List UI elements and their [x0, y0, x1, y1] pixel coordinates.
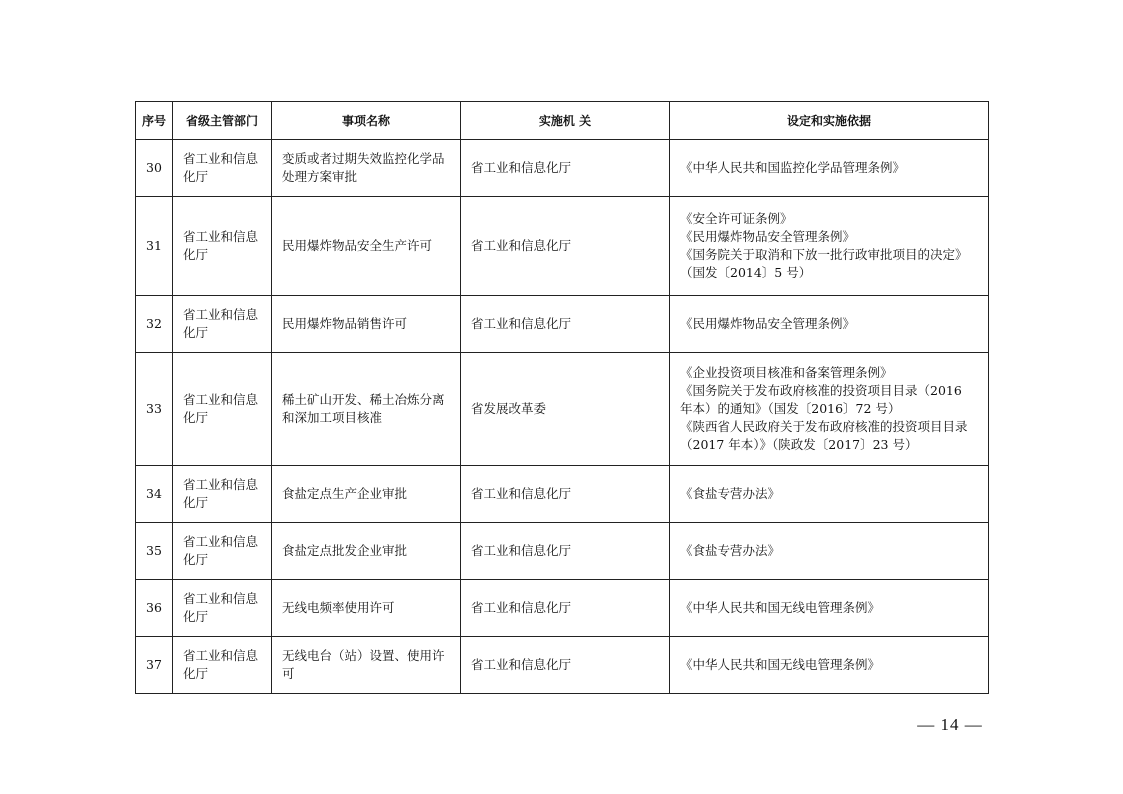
header-dept: 省级主管部门	[173, 102, 272, 140]
cell-basis	[670, 296, 989, 353]
cell-agency: 省工业和信息化厅	[461, 296, 670, 353]
table-row	[136, 523, 989, 580]
cell-dept: 省工业和信息化厅	[173, 637, 272, 694]
page-number: — 14 —	[917, 715, 983, 734]
header-seq: 序号	[136, 102, 173, 140]
cell-dept: 省工业和信息化厅	[173, 523, 272, 580]
header-item: 事项名称	[272, 102, 461, 140]
cell-item: 民用爆炸物品销售许可	[272, 296, 461, 353]
cell-basis	[670, 353, 989, 466]
cell-agency: 省发展改革委	[461, 353, 670, 466]
cell-item: 食盐定点生产企业审批	[272, 466, 461, 523]
table-row	[136, 580, 989, 637]
basis-line: 《中华人民共和国无线电管理条例》	[680, 657, 881, 672]
cell-seq: 36	[136, 580, 173, 637]
table-row	[136, 353, 989, 466]
basis-line: 《国务院关于发布政府核准的投资项目目录（2016 年本）的通知》（国发〔2016〕72 号）	[680, 383, 962, 416]
basis-line: 《企业投资项目核准和备案管理条例》	[680, 365, 893, 380]
cell-seq: 32	[136, 296, 173, 353]
header-agency: 实施机 关	[461, 102, 670, 140]
cell-basis	[670, 523, 989, 580]
cell-agency: 省工业和信息化厅	[461, 580, 670, 637]
table-row	[136, 466, 989, 523]
cell-seq: 30	[136, 140, 173, 197]
basis-line: 《食盐专营办法》	[680, 543, 781, 558]
cell-basis	[670, 580, 989, 637]
table-row	[136, 296, 989, 353]
cell-dept: 省工业和信息化厅	[173, 140, 272, 197]
cell-basis	[670, 197, 989, 296]
cell-dept: 省工业和信息化厅	[173, 296, 272, 353]
cell-agency: 省工业和信息化厅	[461, 197, 670, 296]
basis-line: 《中华人民共和国监控化学品管理条例》	[680, 160, 906, 175]
cell-seq: 34	[136, 466, 173, 523]
cell-agency: 省工业和信息化厅	[461, 466, 670, 523]
cell-item: 变质或者过期失效监控化学品处理方案审批	[272, 140, 461, 197]
cell-dept: 省工业和信息化厅	[173, 353, 272, 466]
basis-line: 《中华人民共和国无线电管理条例》	[680, 600, 881, 615]
basis-line: 《国务院关于取消和下放一批行政审批项目的决定》（国发〔2014〕5 号）	[680, 247, 968, 280]
header-basis: 设定和实施依据	[670, 102, 989, 140]
cell-item: 食盐定点批发企业审批	[272, 523, 461, 580]
basis-line: 《民用爆炸物品安全管理条例》	[680, 316, 856, 331]
cell-item: 无线电台（站）设置、使用许可	[272, 637, 461, 694]
cell-seq: 37	[136, 637, 173, 694]
cell-seq: 31	[136, 197, 173, 296]
cell-dept: 省工业和信息化厅	[173, 466, 272, 523]
cell-item: 无线电频率使用许可	[272, 580, 461, 637]
cell-seq: 35	[136, 523, 173, 580]
table-row	[136, 197, 989, 296]
table-header-row	[136, 102, 989, 140]
table-row	[136, 140, 989, 197]
basis-line: 《陕西省人民政府关于发布政府核准的投资项目目录（2017 年本）》（陕政发〔2017〕23 号）	[680, 419, 968, 452]
cell-agency: 省工业和信息化厅	[461, 140, 670, 197]
cell-agency: 省工业和信息化厅	[461, 523, 670, 580]
cell-agency: 省工业和信息化厅	[461, 637, 670, 694]
basis-line: 《民用爆炸物品安全管理条例》	[680, 229, 856, 244]
cell-item: 稀土矿山开发、稀土冶炼分离和深加工项目核准	[272, 353, 461, 466]
cell-seq: 33	[136, 353, 173, 466]
basis-line: 《安全许可证条例》	[680, 211, 793, 226]
cell-dept: 省工业和信息化厅	[173, 197, 272, 296]
cell-dept: 省工业和信息化厅	[173, 580, 272, 637]
cell-basis	[670, 140, 989, 197]
cell-basis	[670, 637, 989, 694]
approval-items-table	[135, 101, 989, 694]
cell-item: 民用爆炸物品安全生产许可	[272, 197, 461, 296]
basis-line: 《食盐专营办法》	[680, 486, 781, 501]
cell-basis	[670, 466, 989, 523]
table-row	[136, 637, 989, 694]
